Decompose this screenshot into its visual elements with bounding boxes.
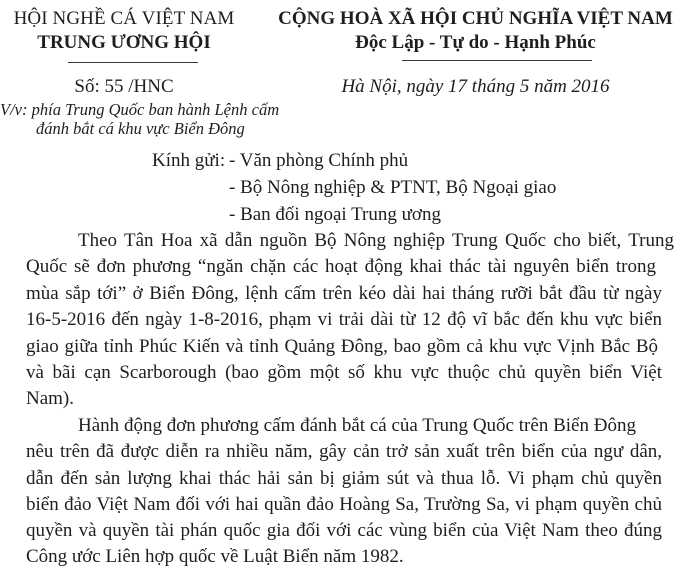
document-number: Số: 55 /HNC [74,76,174,97]
body-text-line: dẫn đến sản lượng khai thác hải sản bị giảm sút và thua lỗ. Vi phạm chủ quyền [26,468,662,489]
sub-organization-name: TRUNG ƯƠNG HỘI [37,32,211,53]
body-text-line: quyền và quyền tài phán quốc gia đối với các vùng biển của Việt Nam theo đúng [26,520,662,541]
recipients-label: Kính gửi: [152,150,226,171]
body-text-line: mùa sắp tới” ở Biển Đông, lệnh cấm trên kéo dài hai tháng rưỡi bắt đầu từ ngày [26,283,662,304]
recipient-item: - Ban đối ngoại Trung ương [229,204,441,225]
subject-line-2: đánh bắt cá khu vực Biển Đông [36,119,245,138]
body-text-line: Nam). [26,388,75,409]
divider-left [68,62,198,63]
body-text-line: Công ước Liên hợp quốc về Luật Biển năm 1982. [26,546,404,567]
body-text-line: Theo Tân Hoa xã dẫn nguồn Bộ Nông nghiệp Trung Quốc cho biết, Trung [78,230,674,251]
recipient-item: - Bộ Nông nghiệp & PTNT, Bộ Ngoại giao [229,177,557,198]
divider-right [402,60,592,61]
body-text-line: và bãi cạn Scarborough (bao gồm một số khu vực thuộc chủ quyền biển Việt [26,362,662,383]
subject-line-1: V/v: phía Trung Quốc ban hành Lệnh cấm [0,100,280,119]
body-text-line: Quốc sẽ đơn phương “ngăn chặn các hoạt động khai thác tài nguyên biển trong [26,256,656,277]
nation-title: CỘNG HOÀ XÃ HỘI CHỦ NGHĨA VIỆT NAM [278,8,673,29]
body-text-line: nêu trên đã được diễn ra nhiều năm, gây cản trở sản xuất trên biển của ngư dân, [26,441,662,462]
recipient-item: - Văn phòng Chính phủ [229,150,409,171]
body-text-line: giao giữa tỉnh Phúc Kiến và tỉnh Quảng Đông, bao gồm cả khu vực Vịnh Bắc Bộ [26,336,658,357]
place-and-date: Hà Nội, ngày 17 tháng 5 năm 2016 [341,76,610,97]
body-text-line: biển đảo Việt Nam đối với hai quần đảo Hoàng Sa, Trường Sa, vi phạm quyền chủ [26,494,662,515]
national-motto: Độc Lập - Tự do - Hạnh Phúc [355,32,596,53]
organization-name: HỘI NGHỀ CÁ VIỆT NAM [13,8,235,29]
body-text-line: 16-5-2016 đến ngày 1-8-2016, phạm vi trải dài từ 12 độ vĩ bắc đến khu vực biển [26,309,662,330]
body-text-line: Hành động đơn phương cấm đánh bắt cá của Trung Quốc trên Biển Đông [78,415,636,436]
